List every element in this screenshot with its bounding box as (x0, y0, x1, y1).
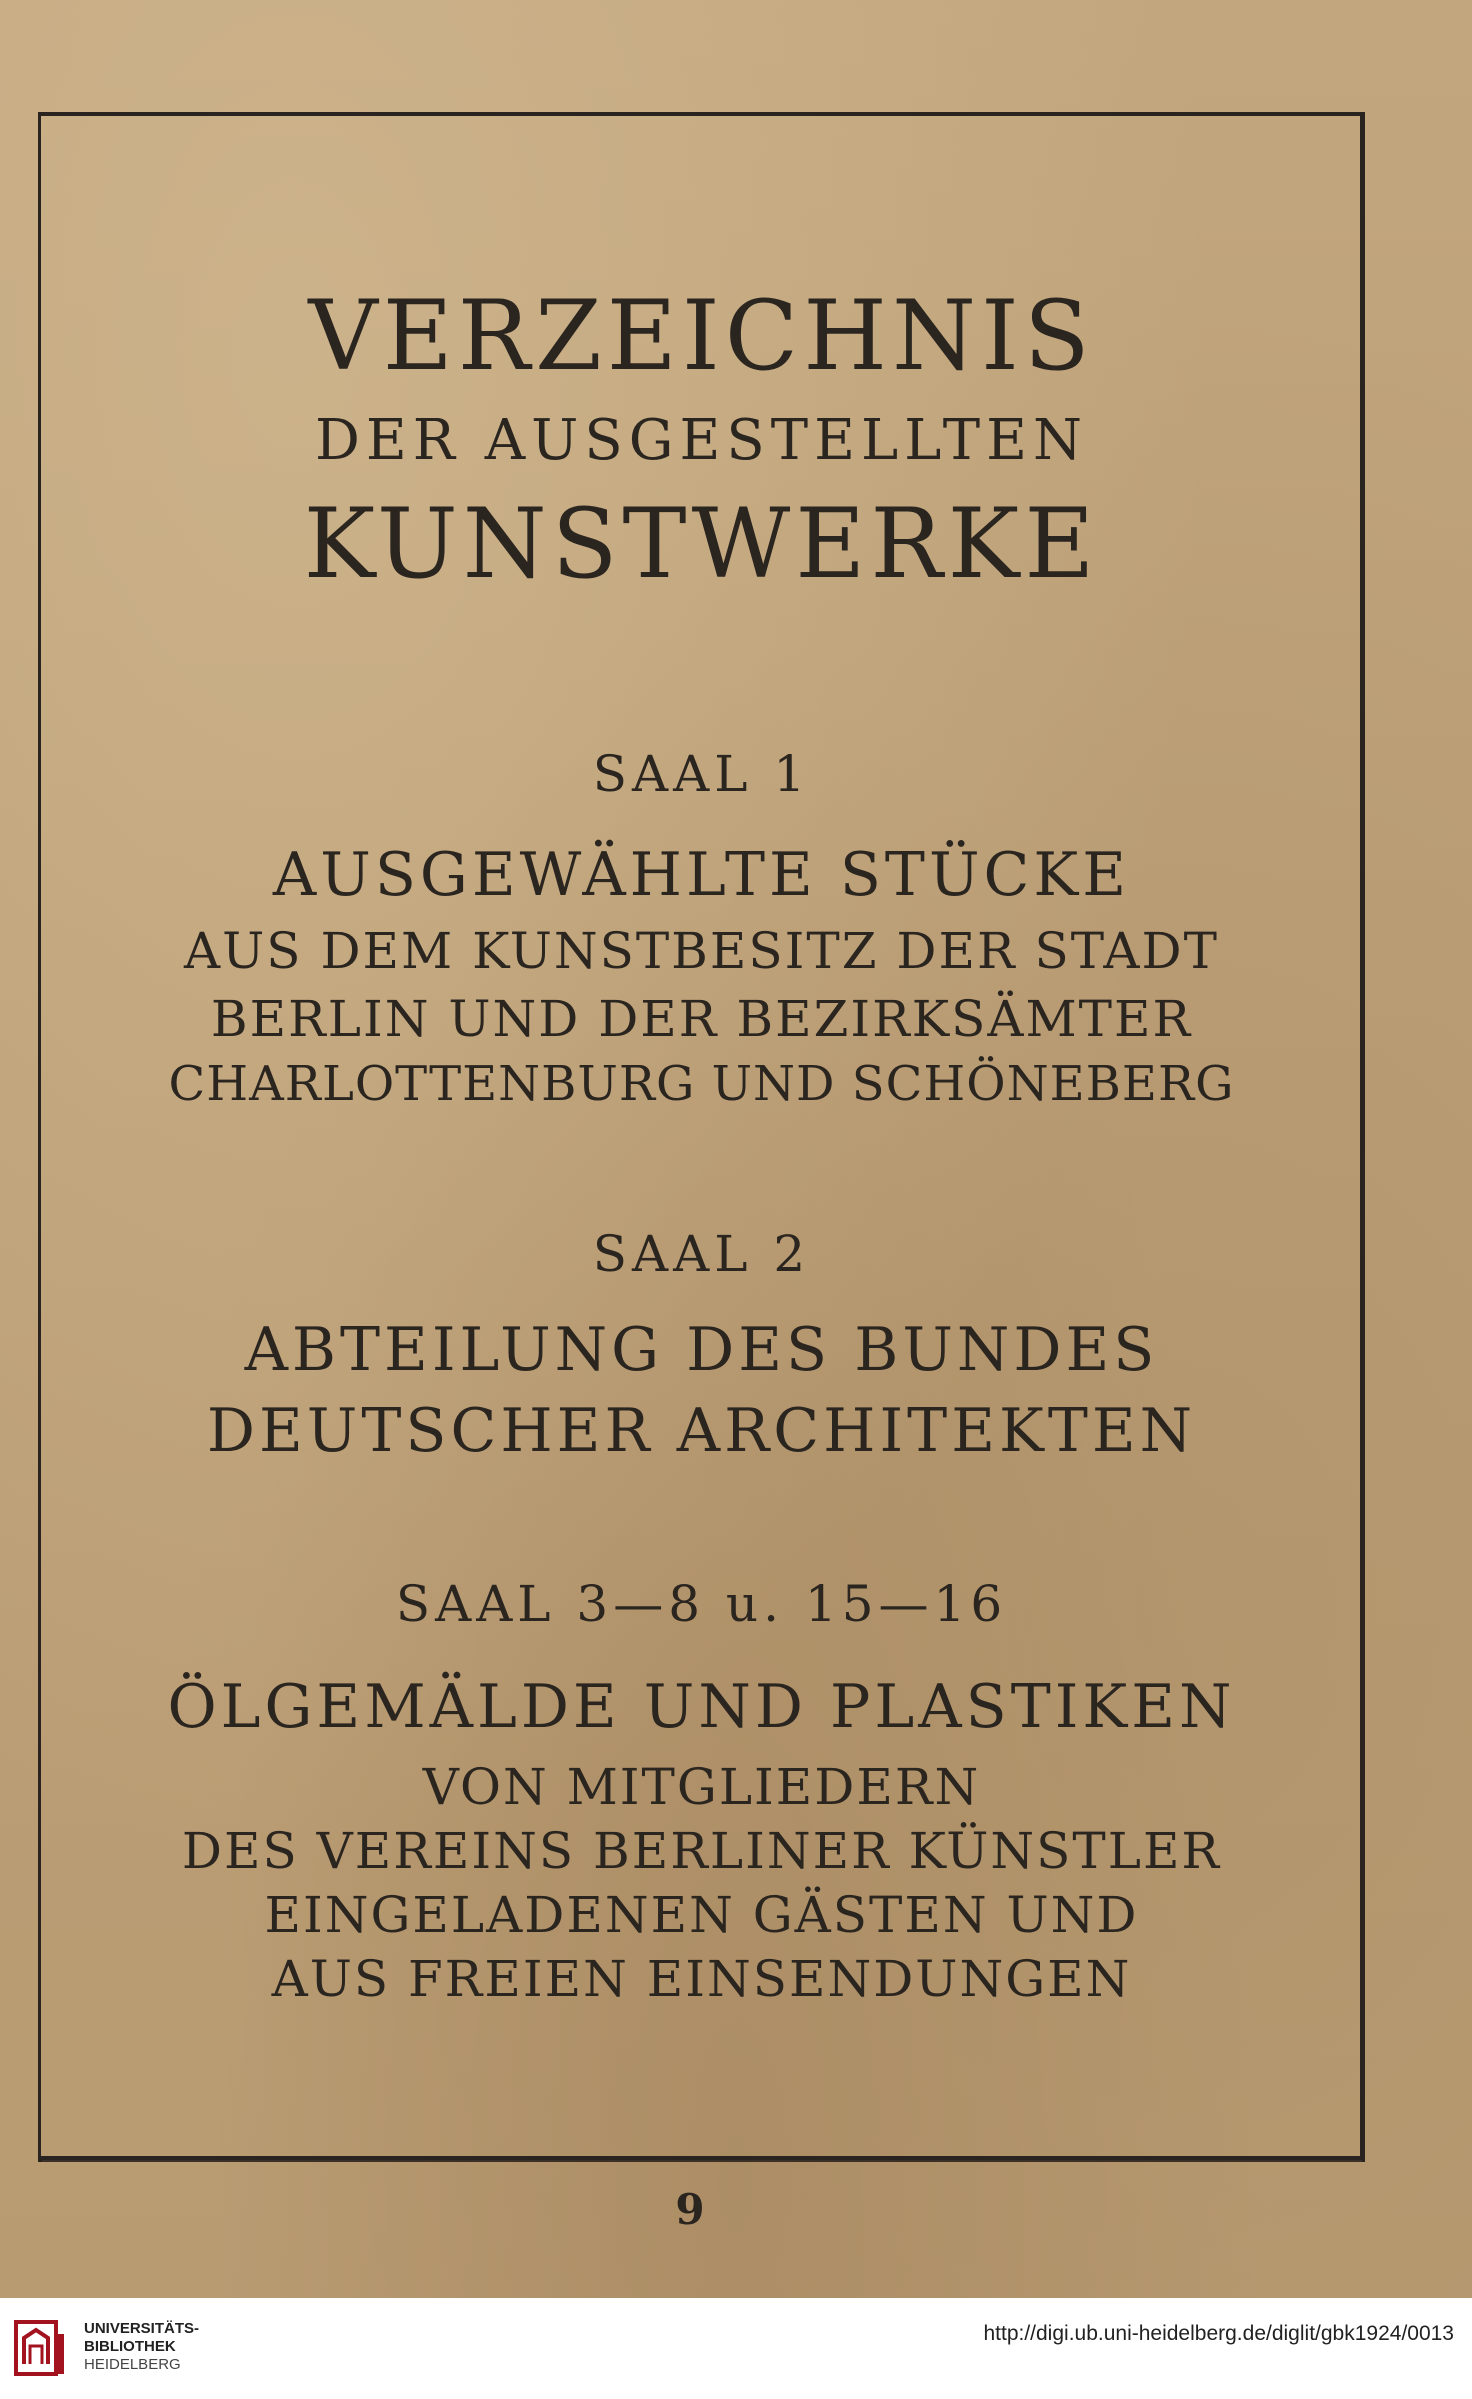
saal-3-label: SAAL 3—8 u. 15—16 (395, 1575, 1008, 1633)
saal-2-label: SAAL 2 (592, 1225, 811, 1283)
page-border-bottom-rule (42, 2160, 1362, 2162)
page-number: 9 (675, 2185, 705, 2234)
library-name-line-3: HEIDELBERG (84, 2356, 181, 2373)
title-line-2: DER AUSGESTELLTEN (315, 408, 1088, 473)
library-name (84, 2320, 199, 2374)
permalink-url[interactable]: http://digi.ub.uni-heidelberg.de/diglit/gbk1924/0013 (983, 2322, 1454, 2345)
saal-1-label: SAAL 1 (592, 745, 811, 803)
title-line-3: KUNSTWERKE (303, 488, 1100, 600)
saal-3-line-1: VON MITGLIEDERN (422, 1758, 981, 1816)
library-name-line-1: UNIVERSITÄTS- (84, 2320, 200, 2337)
saal-3-line-2: DES VEREINS BERLINER KÜNSTLER (181, 1822, 1222, 1880)
saal-3-heading: ÖLGEMÄLDE UND PLASTIKEN (167, 1672, 1236, 1742)
saal-2-heading: ABTEILUNG DES BUNDES (244, 1315, 1159, 1385)
saal-1-line-2: BERLIN UND DER BEZIRKSÄMTER (210, 990, 1193, 1048)
university-library-logo-icon (14, 2320, 70, 2380)
saal-1-heading: AUSGEWÄHLTE STÜCKE (272, 840, 1131, 910)
saal-1-line-1: AUS DEM KUNSTBESITZ DER STADT (184, 922, 1219, 980)
saal-3-line-4: AUS FREIEN EINSENDUNGEN (271, 1950, 1132, 2008)
library-footer (0, 2298, 1472, 2399)
library-name-line-2: BIBLIOTHEK (84, 2338, 176, 2355)
saal-1-line-3: CHARLOTTENBURG UND SCHÖNEBERG (168, 1056, 1235, 1112)
title-line-1: VERZEICHNIS (308, 280, 1095, 392)
saal-3-line-3: EINGELADENEN GÄSTEN UND (264, 1886, 1139, 1944)
saal-2-line-1: DEUTSCHER ARCHITEKTEN (206, 1396, 1197, 1466)
